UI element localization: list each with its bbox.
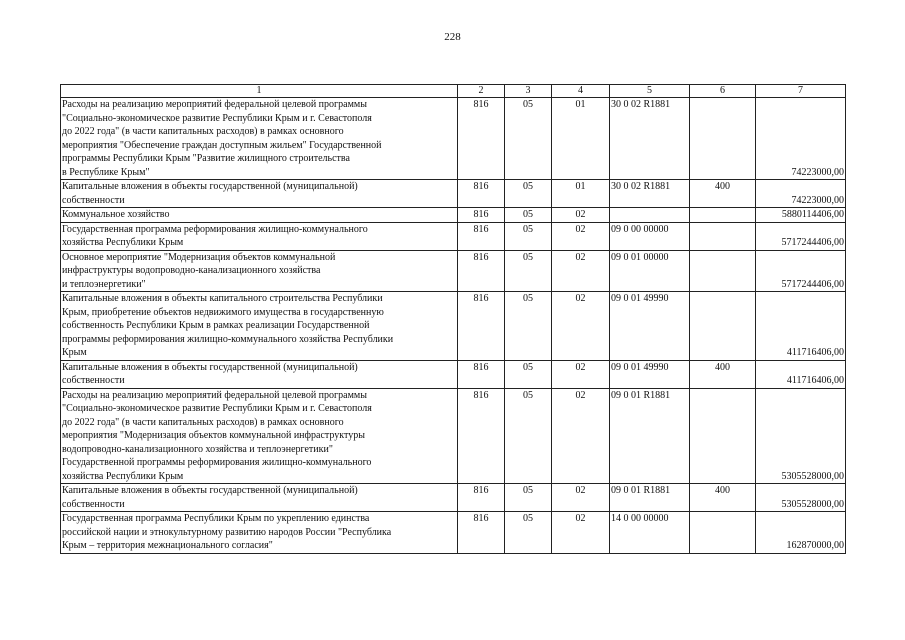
amount-cell: 5717244406,00 [756, 222, 846, 250]
item-description-cell: Капитальные вложения в объекты капитального строительства Республики Крым, приобретение объектов недвижимого имущества в государственную собственность Республики Крым в рамках реализации Государственной программы реформирования жилищно-коммунального хозяйства Республики Крым [61, 292, 458, 361]
expense-type-code-cell [690, 388, 756, 484]
ministry-code-cell: 816 [458, 484, 505, 512]
item-description-cell: Государственная программа реформирования жилищно-коммунального хозяйства Республики Крым [61, 222, 458, 250]
ministry-code-cell: 816 [458, 388, 505, 484]
amount-cell: 162870000,00 [756, 512, 846, 554]
expense-type-code-cell: 400 [690, 360, 756, 388]
header-cell-5: 5 [610, 85, 690, 98]
section-code-cell: 05 [505, 388, 552, 484]
subsection-code-cell: 02 [552, 250, 610, 292]
table-row [61, 250, 846, 292]
item-description-cell: Коммунальное хозяйство [61, 208, 458, 223]
target-article-code-cell: 09 0 01 00000 [610, 250, 690, 292]
header-row [61, 85, 846, 98]
ministry-code-cell: 816 [458, 180, 505, 208]
amount-cell: 5880114406,00 [756, 208, 846, 223]
expense-type-code-cell [690, 292, 756, 361]
amount-cell: 5717244406,00 [756, 250, 846, 292]
table-row [61, 292, 846, 361]
target-article-code-cell: 14 0 00 00000 [610, 512, 690, 554]
table-row [61, 208, 846, 223]
section-code-cell: 05 [505, 250, 552, 292]
item-description-cell: Капитальные вложения в объекты государственной (муниципальной) собственности [61, 180, 458, 208]
target-article-code-cell [610, 208, 690, 223]
section-code-cell: 05 [505, 484, 552, 512]
item-description-cell: Расходы на реализацию мероприятий федеральной целевой программы "Социально-экономическое развитие Республики Крым и г. Севастополя до 2022 года" (в части капитальных расходов) в рамках основного мероприятия "Модернизация объектов коммунальной инфраструктуры водопроводно-канализационного хозяйства и теплоэнергетики" Государственной программы реформирования жилищно-коммунального хозяйства Республики Крым [61, 388, 458, 484]
item-description-cell: Государственная программа Республики Крым по укреплению единства российской нации и этнокультурному развитию народов России "Республика Крым – территория межнационального согласия" [61, 512, 458, 554]
header-cell-4: 4 [552, 85, 610, 98]
amount-cell: 74223000,00 [756, 98, 846, 180]
header-cell-1: 1 [61, 85, 458, 98]
ministry-code-cell: 816 [458, 360, 505, 388]
section-code-cell: 05 [505, 222, 552, 250]
section-code-cell: 05 [505, 98, 552, 180]
section-code-cell: 05 [505, 292, 552, 361]
expense-type-code-cell [690, 98, 756, 180]
expense-type-code-cell [690, 512, 756, 554]
target-article-code-cell: 09 0 01 49990 [610, 292, 690, 361]
ministry-code-cell: 816 [458, 250, 505, 292]
target-article-code-cell: 09 0 01 49990 [610, 360, 690, 388]
target-article-code-cell: 09 0 01 R1881 [610, 484, 690, 512]
target-article-code-cell: 09 0 01 R1881 [610, 388, 690, 484]
subsection-code-cell: 02 [552, 512, 610, 554]
ministry-code-cell: 816 [458, 98, 505, 180]
expense-type-code-cell [690, 222, 756, 250]
table-row [61, 512, 846, 554]
subsection-code-cell: 02 [552, 360, 610, 388]
ministry-code-cell: 816 [458, 208, 505, 223]
subsection-code-cell: 01 [552, 180, 610, 208]
amount-cell: 5305528000,00 [756, 484, 846, 512]
expense-type-code-cell: 400 [690, 484, 756, 512]
table-row [61, 180, 846, 208]
subsection-code-cell: 02 [552, 222, 610, 250]
section-code-cell: 05 [505, 512, 552, 554]
table-row [61, 360, 846, 388]
section-code-cell: 05 [505, 208, 552, 223]
section-code-cell: 05 [505, 360, 552, 388]
item-description-cell: Капитальные вложения в объекты государственной (муниципальной) собственности [61, 484, 458, 512]
ministry-code-cell: 816 [458, 222, 505, 250]
table-row [61, 98, 846, 180]
budget-table [60, 84, 846, 554]
table-row [61, 222, 846, 250]
item-description-cell: Расходы на реализацию мероприятий федеральной целевой программы "Социально-экономическое развитие Республики Крым и г. Севастополя до 2022 года" (в части капитальных расходов) в рамках основного мероприятия "Обеспечение граждан доступным жильем" Государственной программы Республики Крым "Развитие жилищного строительства в Республике Крым" [61, 98, 458, 180]
amount-cell: 411716406,00 [756, 360, 846, 388]
item-description-cell: Основное мероприятие "Модернизация объектов коммунальной инфраструктуры водопроводно-канализационного хозяйства и теплоэнергетики" [61, 250, 458, 292]
amount-cell: 5305528000,00 [756, 388, 846, 484]
target-article-code-cell: 30 0 02 R1881 [610, 98, 690, 180]
subsection-code-cell: 02 [552, 208, 610, 223]
table-row [61, 484, 846, 512]
table-row [61, 388, 846, 484]
subsection-code-cell: 02 [552, 388, 610, 484]
section-code-cell: 05 [505, 180, 552, 208]
subsection-code-cell: 01 [552, 98, 610, 180]
header-cell-6: 6 [690, 85, 756, 98]
item-description-cell: Капитальные вложения в объекты государственной (муниципальной) собственности [61, 360, 458, 388]
target-article-code-cell: 09 0 00 00000 [610, 222, 690, 250]
ministry-code-cell: 816 [458, 512, 505, 554]
expense-type-code-cell [690, 250, 756, 292]
expense-type-code-cell: 400 [690, 180, 756, 208]
ministry-code-cell: 816 [458, 292, 505, 361]
subsection-code-cell: 02 [552, 484, 610, 512]
header-cell-7: 7 [756, 85, 846, 98]
header-cell-3: 3 [505, 85, 552, 98]
subsection-code-cell: 02 [552, 292, 610, 361]
page-number: 228 [444, 31, 461, 43]
expense-type-code-cell [690, 208, 756, 223]
amount-cell: 411716406,00 [756, 292, 846, 361]
target-article-code-cell: 30 0 02 R1881 [610, 180, 690, 208]
header-cell-2: 2 [458, 85, 505, 98]
amount-cell: 74223000,00 [756, 180, 846, 208]
